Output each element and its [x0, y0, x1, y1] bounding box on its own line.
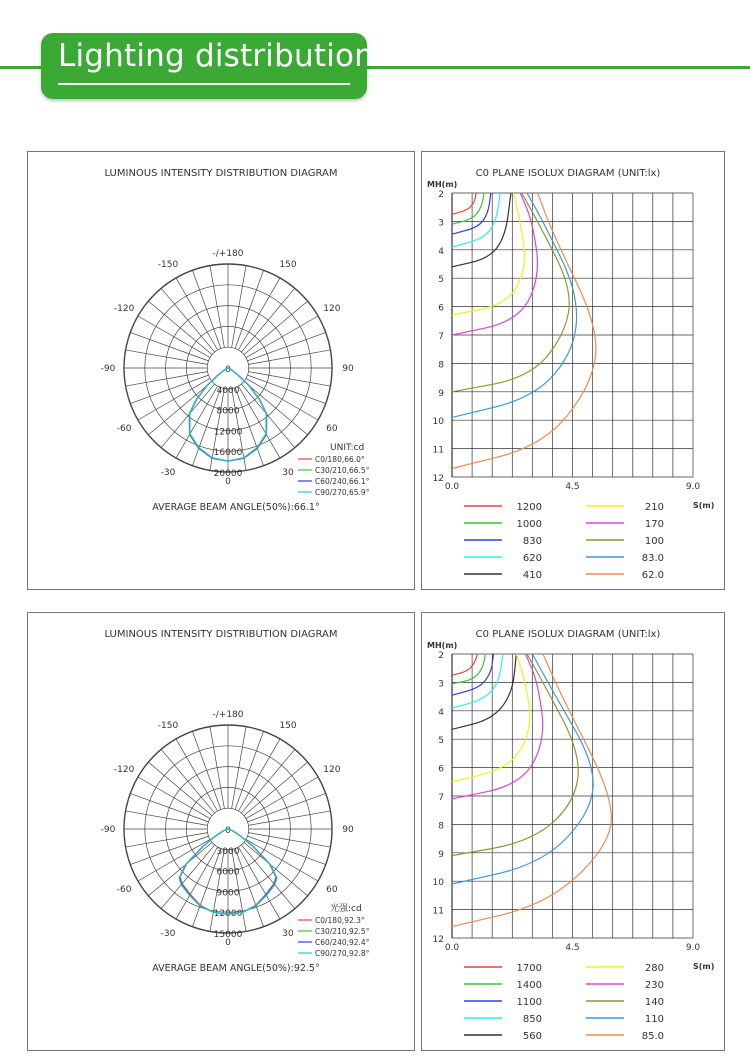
polar-spoke: [130, 332, 208, 360]
beam-angle-footer: AVERAGE BEAM ANGLE(50%):66.1°: [152, 502, 320, 513]
polar-spoke: [235, 731, 263, 809]
legend-label: C60/240,92.4°: [315, 938, 370, 947]
legend-value: 280: [644, 963, 664, 974]
angle-label: -60: [116, 885, 132, 895]
angle-label: -30: [160, 928, 176, 939]
angle-label: -60: [116, 424, 132, 434]
angle-label: 30: [282, 467, 294, 478]
ring-label: 0: [225, 365, 231, 375]
angle-label: 150: [279, 260, 297, 271]
y-tick-label: 12: [432, 474, 444, 484]
angle-label: 120: [323, 304, 341, 314]
isolux-contour: [452, 654, 477, 675]
polar-spoke: [232, 727, 246, 809]
x-tick-label: 9.0: [685, 943, 701, 953]
angle-label: 120: [323, 765, 341, 775]
legend-label: C30/210,66.5°: [315, 466, 370, 475]
x-tick-label: 4.5: [565, 943, 580, 953]
x-tick-label: 9.0: [685, 482, 701, 492]
legend-value: 140: [644, 997, 664, 1008]
polar-spoke: [126, 811, 208, 825]
legend-value: 62.0: [641, 570, 664, 581]
y-tick-label: 7: [438, 332, 444, 342]
y-tick-label: 9: [438, 388, 444, 399]
polar-spoke: [192, 731, 220, 809]
polar-spoke: [130, 836, 208, 864]
y-tick-label: 12: [432, 935, 444, 945]
legend-label: C0/180,92.3°: [315, 916, 365, 925]
ring-label: 12000: [213, 909, 243, 920]
legend-value: 100: [644, 536, 664, 547]
angle-label: 60: [326, 424, 338, 434]
x-tick-label: 4.5: [565, 482, 580, 492]
legend-value: 1000: [516, 519, 542, 530]
unit-label: 光强:cd: [330, 904, 362, 914]
polar-spoke: [248, 793, 326, 821]
ring-label: 3000: [216, 846, 240, 857]
isolux-chart: [422, 152, 724, 589]
ring-label: 9000: [216, 888, 240, 899]
angle-label: 0: [225, 477, 231, 487]
angle-label: 90: [342, 364, 354, 374]
polar-spoke: [210, 266, 224, 348]
polar-title: LUMINOUS INTENSITY DISTRIBUTION DIAGRAM: [104, 168, 338, 179]
legend-value: 85.0: [641, 1031, 664, 1042]
polar-spoke: [130, 793, 208, 821]
legend-value: 170: [644, 519, 664, 530]
y-tick-label: 10: [432, 417, 444, 428]
isolux-contour: [452, 193, 577, 417]
isolux-contour: [452, 654, 578, 856]
y-tick-label: 6: [438, 764, 444, 775]
polar-spoke: [235, 270, 263, 348]
ring-label: 0: [225, 826, 231, 836]
legend-label: C30/210,92.5°: [315, 927, 370, 936]
x-tick-label: 0.0: [444, 482, 460, 492]
legend-value: 1400: [516, 980, 542, 991]
polar-spoke: [248, 350, 330, 364]
x-axis-label: S(m): [693, 501, 715, 510]
isolux-title: C0 PLANE ISOLUX DIAGRAM (UNIT:lx): [475, 168, 661, 179]
y-tick-label: 9: [438, 849, 444, 860]
angle-label: 150: [279, 721, 297, 732]
isolux-contour: [452, 654, 516, 729]
isolux-contour: [452, 193, 569, 392]
y-tick-label: 11: [432, 906, 444, 917]
y-tick-label: 4: [438, 246, 444, 257]
legend-label: C90/270,92.8°: [315, 949, 370, 958]
y-tick-label: 8: [438, 360, 444, 371]
angle-label: -30: [160, 467, 176, 478]
y-axis-label: MH(m): [427, 641, 458, 650]
legend-value: 210: [644, 502, 664, 513]
isolux-contour: [452, 193, 476, 214]
angle-label: 90: [342, 825, 354, 835]
polar-chart: [28, 152, 414, 589]
unit-label: UNIT:cd: [330, 443, 365, 453]
y-tick-label: 11: [432, 445, 444, 456]
isolux-chart: [422, 613, 724, 1050]
beam-angle-footer: AVERAGE BEAM ANGLE(50%):92.5°: [152, 963, 320, 974]
isolux-contour: [452, 654, 611, 927]
y-tick-label: 5: [438, 275, 444, 286]
polar-spoke: [248, 833, 330, 847]
angle-label: -90: [100, 364, 116, 374]
y-tick-label: 5: [438, 736, 444, 747]
legend-label: C0/180,66.0°: [315, 455, 365, 464]
angle-label: 60: [326, 885, 338, 895]
y-tick-label: 8: [438, 821, 444, 832]
polar-panel-1: [27, 151, 415, 590]
ring-label: 20000: [213, 469, 243, 479]
isolux-panel-1: [421, 151, 725, 590]
legend-value: 850: [522, 1014, 542, 1025]
ring-label: 15000: [213, 930, 243, 940]
polar-spoke: [248, 811, 330, 825]
isolux-contour: [452, 654, 503, 708]
angle-label: -/+180: [212, 249, 244, 259]
angle-label: -90: [100, 825, 116, 835]
y-tick-label: 4: [438, 707, 444, 718]
angle-label: -150: [157, 260, 179, 271]
isolux-contour: [452, 654, 494, 695]
ring-label: 4000: [216, 385, 240, 396]
polar-panel-2: [27, 612, 415, 1051]
page-title: Lighting distribution: [58, 38, 375, 74]
angle-label: -120: [113, 304, 135, 314]
legend-label: C90/270,65.9°: [315, 488, 370, 497]
polar-spoke: [126, 372, 208, 386]
legend-label: C60/240,66.1°: [315, 477, 370, 486]
ring-label: 6000: [216, 867, 240, 878]
polar-spoke: [248, 836, 326, 864]
x-axis-label: S(m): [693, 962, 715, 971]
legend-value: 110: [644, 1014, 664, 1025]
isolux-contour: [452, 193, 491, 234]
angle-label: -120: [113, 765, 135, 775]
angle-label: -150: [157, 721, 179, 732]
y-tick-label: 7: [438, 793, 444, 803]
legend-value: 1200: [516, 502, 542, 513]
polar-chart: [28, 613, 414, 1050]
y-tick-label: 2: [438, 651, 444, 661]
isolux-panel-2: [421, 612, 725, 1051]
isolux-contour: [452, 193, 500, 247]
y-tick-label: 3: [438, 679, 444, 690]
y-tick-label: 2: [438, 190, 444, 200]
y-axis-label: MH(m): [427, 180, 458, 189]
y-tick-label: 6: [438, 303, 444, 314]
angle-label: 0: [225, 938, 231, 948]
y-tick-label: 10: [432, 878, 444, 889]
polar-title: LUMINOUS INTENSITY DISTRIBUTION DIAGRAM: [104, 629, 338, 640]
ring-label: 12000: [213, 427, 243, 438]
polar-spoke: [232, 266, 246, 348]
ring-label: 8000: [216, 406, 240, 417]
legend-value: 83.0: [641, 553, 664, 564]
legend-value: 1700: [516, 963, 542, 974]
polar-spoke: [248, 332, 326, 360]
polar-spoke: [126, 350, 208, 364]
legend-value: 830: [522, 536, 542, 547]
x-tick-label: 0.0: [444, 943, 460, 953]
polar-spoke: [192, 270, 220, 348]
polar-spoke: [126, 833, 208, 847]
legend-value: 410: [522, 570, 542, 581]
legend-value: 230: [644, 980, 664, 991]
y-tick-label: 3: [438, 218, 444, 229]
polar-spoke: [248, 372, 330, 386]
legend-value: 560: [522, 1031, 542, 1042]
legend-value: 1100: [516, 997, 542, 1008]
angle-label: 30: [282, 928, 294, 939]
isolux-contour: [452, 654, 530, 782]
ring-label: 16000: [213, 448, 243, 459]
polar-spoke: [210, 727, 224, 809]
legend-value: 620: [522, 553, 542, 564]
title-underline: [58, 83, 350, 85]
angle-label: -/+180: [212, 710, 244, 720]
isolux-title: C0 PLANE ISOLUX DIAGRAM (UNIT:lx): [475, 629, 661, 640]
